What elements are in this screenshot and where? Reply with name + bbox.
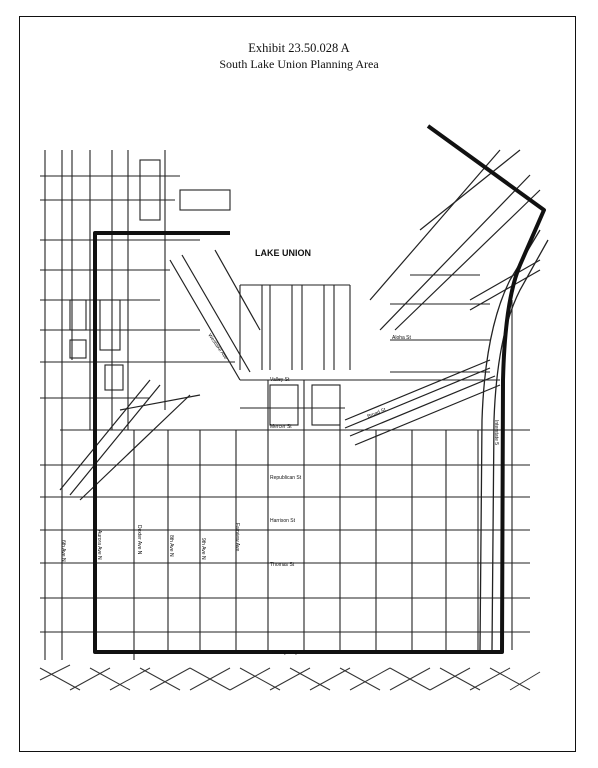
mercer-label: Mercer St [270, 424, 292, 430]
broad-label: Broad St [366, 406, 387, 420]
map-subtitle: South Lake Union Planning Area [219, 57, 379, 71]
street-grid [40, 150, 530, 660]
ninth-ave-label: 9th Ave N [200, 538, 206, 560]
fairview-label: Fairview Ave [234, 523, 240, 552]
valley-label: Valley St [270, 377, 290, 383]
harrison-label: Harrison St [270, 518, 296, 524]
denny-label: Denny Way [272, 650, 298, 656]
eighth-ave-label: 8th Ave N [168, 535, 174, 557]
republican-label: Republican St [270, 475, 302, 481]
dexter-label: Dexter Ave N [136, 525, 142, 555]
westlake-label: Westlake Ave [206, 332, 229, 361]
interstate-5-corridor [480, 230, 548, 650]
diagonal-roads [60, 150, 540, 500]
sixth-ave-label: 6th Ave N [60, 540, 66, 562]
exhibit-title: Exhibit 23.50.028 A [248, 41, 350, 55]
aurora-label: Aurora Ave N [96, 530, 102, 560]
thomas-label: Thomas St [270, 562, 295, 568]
lake-union-label: LAKE UNION [255, 248, 311, 258]
interstate-5-label: Interstate 5 [493, 420, 499, 446]
planning-area-boundary [95, 126, 544, 652]
aloha-label: Aloha St [392, 335, 411, 341]
hatched-downtown-area [40, 665, 540, 690]
